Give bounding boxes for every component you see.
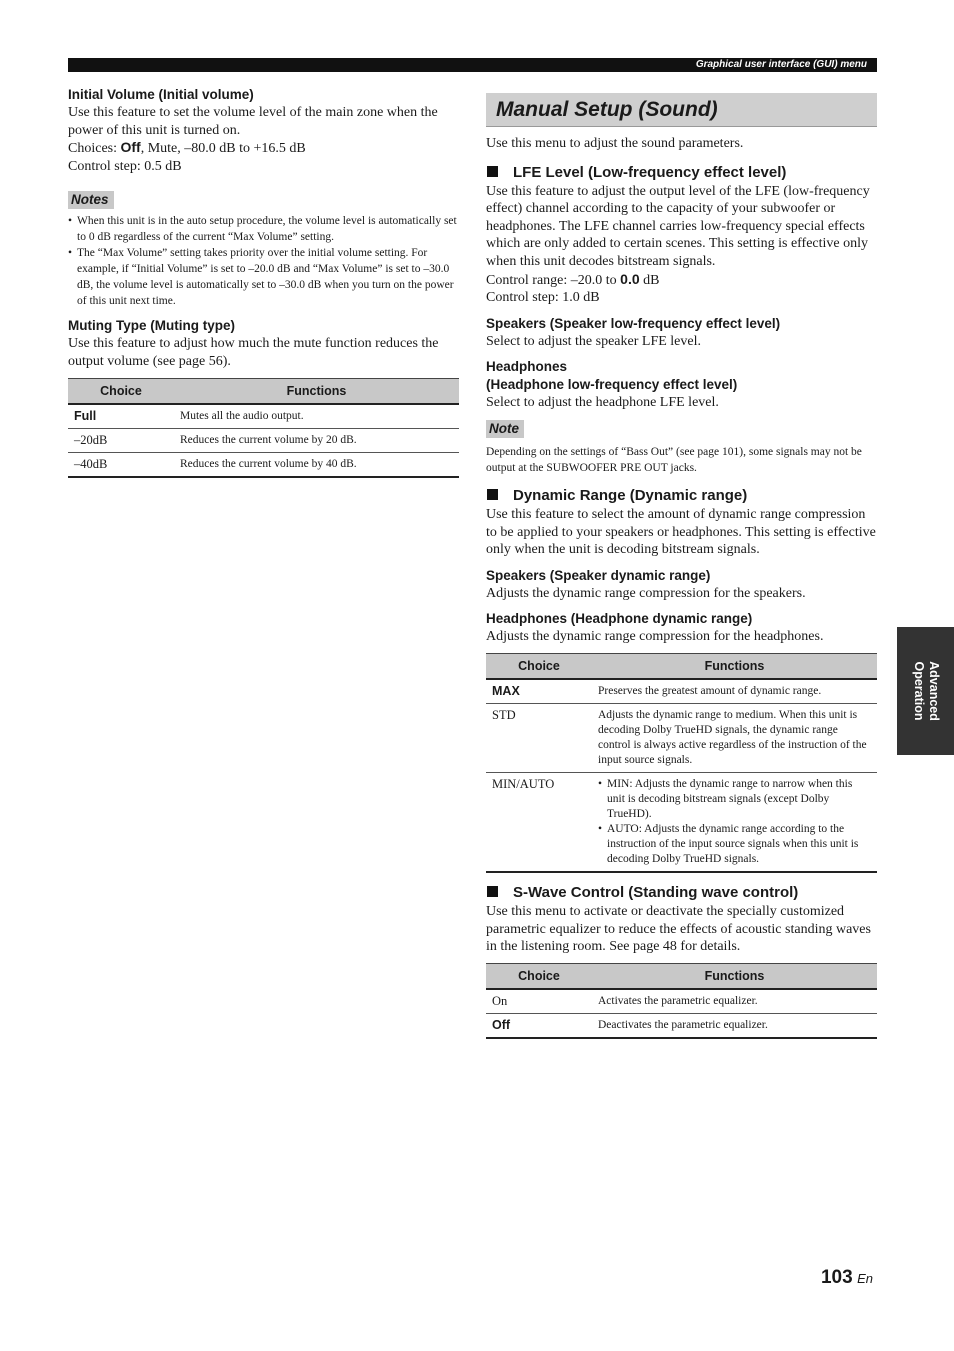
note-tag: Note — [486, 420, 524, 438]
lfe-desc: Use this feature to adjust the output level of the LFE (low-frequency effect) channel according to the capacity of your subwoofer or headphones. The LFE channel carries low-frequency special effects which are only added to certain scenes. This setting is effective only when this unit decodes bitstream signals. — [486, 183, 870, 269]
table-row — [486, 703, 877, 772]
square-bullet-icon — [487, 886, 498, 897]
choice-cell: On — [486, 989, 592, 1014]
page-number-value: 103 — [820, 1267, 853, 1288]
table-row — [486, 679, 877, 704]
initial-volume-desc: Use this feature to set the volume level of the main zone when the power of this unit is turned on. — [68, 105, 438, 138]
swave-heading-text: S-Wave Control (Standing wave control) — [513, 883, 799, 901]
swave-desc: Use this menu to activate or deactivate the specially customized parametric equalizer to reduce the effects of acoustic standing waves in the listening room. See page 48 for details. — [486, 903, 871, 955]
function-cell: Adjusts the dynamic range to medium. When this unit is decoding Dolby TrueHD signals, the dynamic range control is always active regardless of the instruction of the input source signals. — [592, 703, 877, 772]
table-row — [486, 1013, 877, 1038]
page-title: Manual Setup (Sound) — [496, 98, 718, 121]
choice-cell: STD — [486, 703, 592, 772]
lfe-speakers-desc: Select to adjust the speaker LFE level. — [486, 333, 701, 349]
note-item: • The “Max Volume” setting takes priority over the initial volume setting. For example, if “Initial Volume” is set to –20.0 dB and “Max Volume” is set to –30.0 dB, the volume level is automatically set to –30.0 dB when you turn on the power of this unit next time. — [68, 245, 459, 309]
choices-rest: , Mute, –80.0 dB to +16.5 dB — [140, 141, 306, 157]
side-tab-text — [911, 661, 941, 721]
intro-text: Use this menu to adjust the sound parameters. — [486, 136, 744, 151]
choice-cell: –20dB — [68, 428, 174, 452]
lfe-step: Control step: 1.0 dB — [486, 290, 600, 306]
square-bullet-icon — [487, 489, 498, 500]
right-column — [486, 93, 877, 1039]
choice-cell: MAX — [486, 679, 592, 704]
dr-headphones-heading: Headphones (Headphone dynamic range) — [486, 611, 753, 627]
lfe-heading-text: LFE Level (Low-frequency effect level) — [513, 163, 787, 181]
choices-default: Off — [120, 139, 141, 156]
range-default: 0.0 — [620, 270, 640, 287]
table-header-row — [486, 963, 877, 989]
section-title-box — [486, 93, 877, 127]
lfe-headphones-heading-1: Headphones — [486, 359, 568, 375]
function-cell: Preserves the greatest amount of dynamic range. — [592, 679, 877, 704]
table-row — [68, 428, 459, 452]
lfe-speakers-heading: Speakers (Speaker low-frequency effect level) — [486, 315, 781, 331]
table-row — [68, 404, 459, 429]
lfe-note-text: Depending on the settings of “Bass Out” (see page 101), some signals may not be output at the SUBWOOFER PRE OUT jacks. — [486, 445, 862, 474]
dynamic-range-heading — [486, 486, 877, 506]
function-cell: Reduces the current volume by 20 dB. — [174, 428, 459, 452]
page-lang: En — [857, 1271, 873, 1286]
table-header-row — [68, 378, 459, 404]
side-tab-line-2: Operation — [911, 661, 926, 721]
range-label: Control range: –20.0 to — [486, 272, 621, 288]
col-functions: Functions — [592, 653, 877, 679]
swave-heading — [486, 883, 877, 903]
page-number — [821, 1267, 873, 1289]
table-row — [486, 772, 877, 872]
choice-cell: Off — [486, 1013, 592, 1038]
choice-cell: Full — [68, 404, 174, 429]
running-header-bar — [68, 58, 877, 72]
table-header-row — [486, 653, 877, 679]
function-cell: Mutes all the audio output. — [174, 404, 459, 429]
dr-speakers-heading: Speakers (Speaker dynamic range) — [486, 567, 711, 583]
dynamic-range-table — [486, 653, 877, 873]
lfe-range — [486, 271, 877, 290]
running-header-title: Graphical user interface (GUI) menu — [695, 59, 867, 70]
choice-cell: –40dB — [68, 452, 174, 477]
lfe-headphones-heading-2: (Headphone low-frequency effect level) — [486, 377, 738, 393]
lfe-note — [486, 420, 877, 476]
range-unit: dB — [639, 272, 660, 288]
col-choice: Choice — [486, 653, 592, 679]
choices-label: Choices: — [68, 141, 121, 157]
dr-headphones-desc: Adjusts the dynamic range compression for the headphones. — [486, 629, 824, 645]
note-item: • When this unit is in the auto setup procedure, the volume level is automatically set to 0 dB regardless of the current “Max Volume” setting. — [68, 213, 459, 245]
col-functions: Functions — [174, 378, 459, 404]
choice-cell: MIN/AUTO — [486, 772, 592, 872]
col-functions: Functions — [592, 963, 877, 989]
swave-table — [486, 963, 877, 1039]
minauto-list — [598, 777, 871, 867]
side-section-tab — [897, 627, 954, 755]
table-row — [486, 989, 877, 1014]
square-bullet-icon — [487, 166, 498, 177]
notes-tag: Notes — [68, 191, 114, 209]
dynamic-range-heading-text: Dynamic Range (Dynamic range) — [513, 486, 748, 504]
left-column — [68, 86, 459, 478]
muting-type-desc: Use this feature to adjust how much the mute function reduces the output volume (see page 56). — [68, 336, 439, 369]
muting-type-table — [68, 378, 459, 478]
col-choice: Choice — [68, 378, 174, 404]
dr-speakers-desc: Adjusts the dynamic range compression for the speakers. — [486, 585, 806, 601]
function-cell: Activates the parametric equalizer. — [592, 989, 877, 1014]
muting-type-heading: Muting Type (Muting type) — [68, 318, 235, 334]
initial-volume-step: Control step: 0.5 dB — [68, 158, 182, 174]
table-row — [68, 452, 459, 477]
list-item: • AUTO: Adjusts the dynamic range according to the instruction of the input source signals when this unit is decoding Dolby TrueHD signals. — [598, 822, 871, 867]
lfe-headphones-desc: Select to adjust the headphone LFE level. — [486, 395, 719, 411]
initial-volume-heading: Initial Volume (Initial volume) — [68, 87, 254, 102]
list-item: • MIN: Adjusts the dynamic range to narrow when this unit is decoding bitstream signals (except Dolby TrueHD). — [598, 777, 871, 822]
lfe-heading — [486, 163, 877, 183]
side-tab-line-1: Advanced — [926, 661, 941, 721]
function-cell — [592, 772, 877, 872]
dynamic-range-desc: Use this feature to select the amount of dynamic range compression to be applied to your speakers or headphones. This setting is effective only when the unit is decoding bitstream signals. — [486, 506, 876, 558]
col-choice: Choice — [486, 963, 592, 989]
initial-volume-choices — [68, 139, 459, 158]
function-cell: Reduces the current volume by 40 dB. — [174, 452, 459, 477]
function-cell: Deactivates the parametric equalizer. — [592, 1013, 877, 1038]
notes-block — [68, 191, 459, 309]
notes-list — [68, 213, 459, 309]
